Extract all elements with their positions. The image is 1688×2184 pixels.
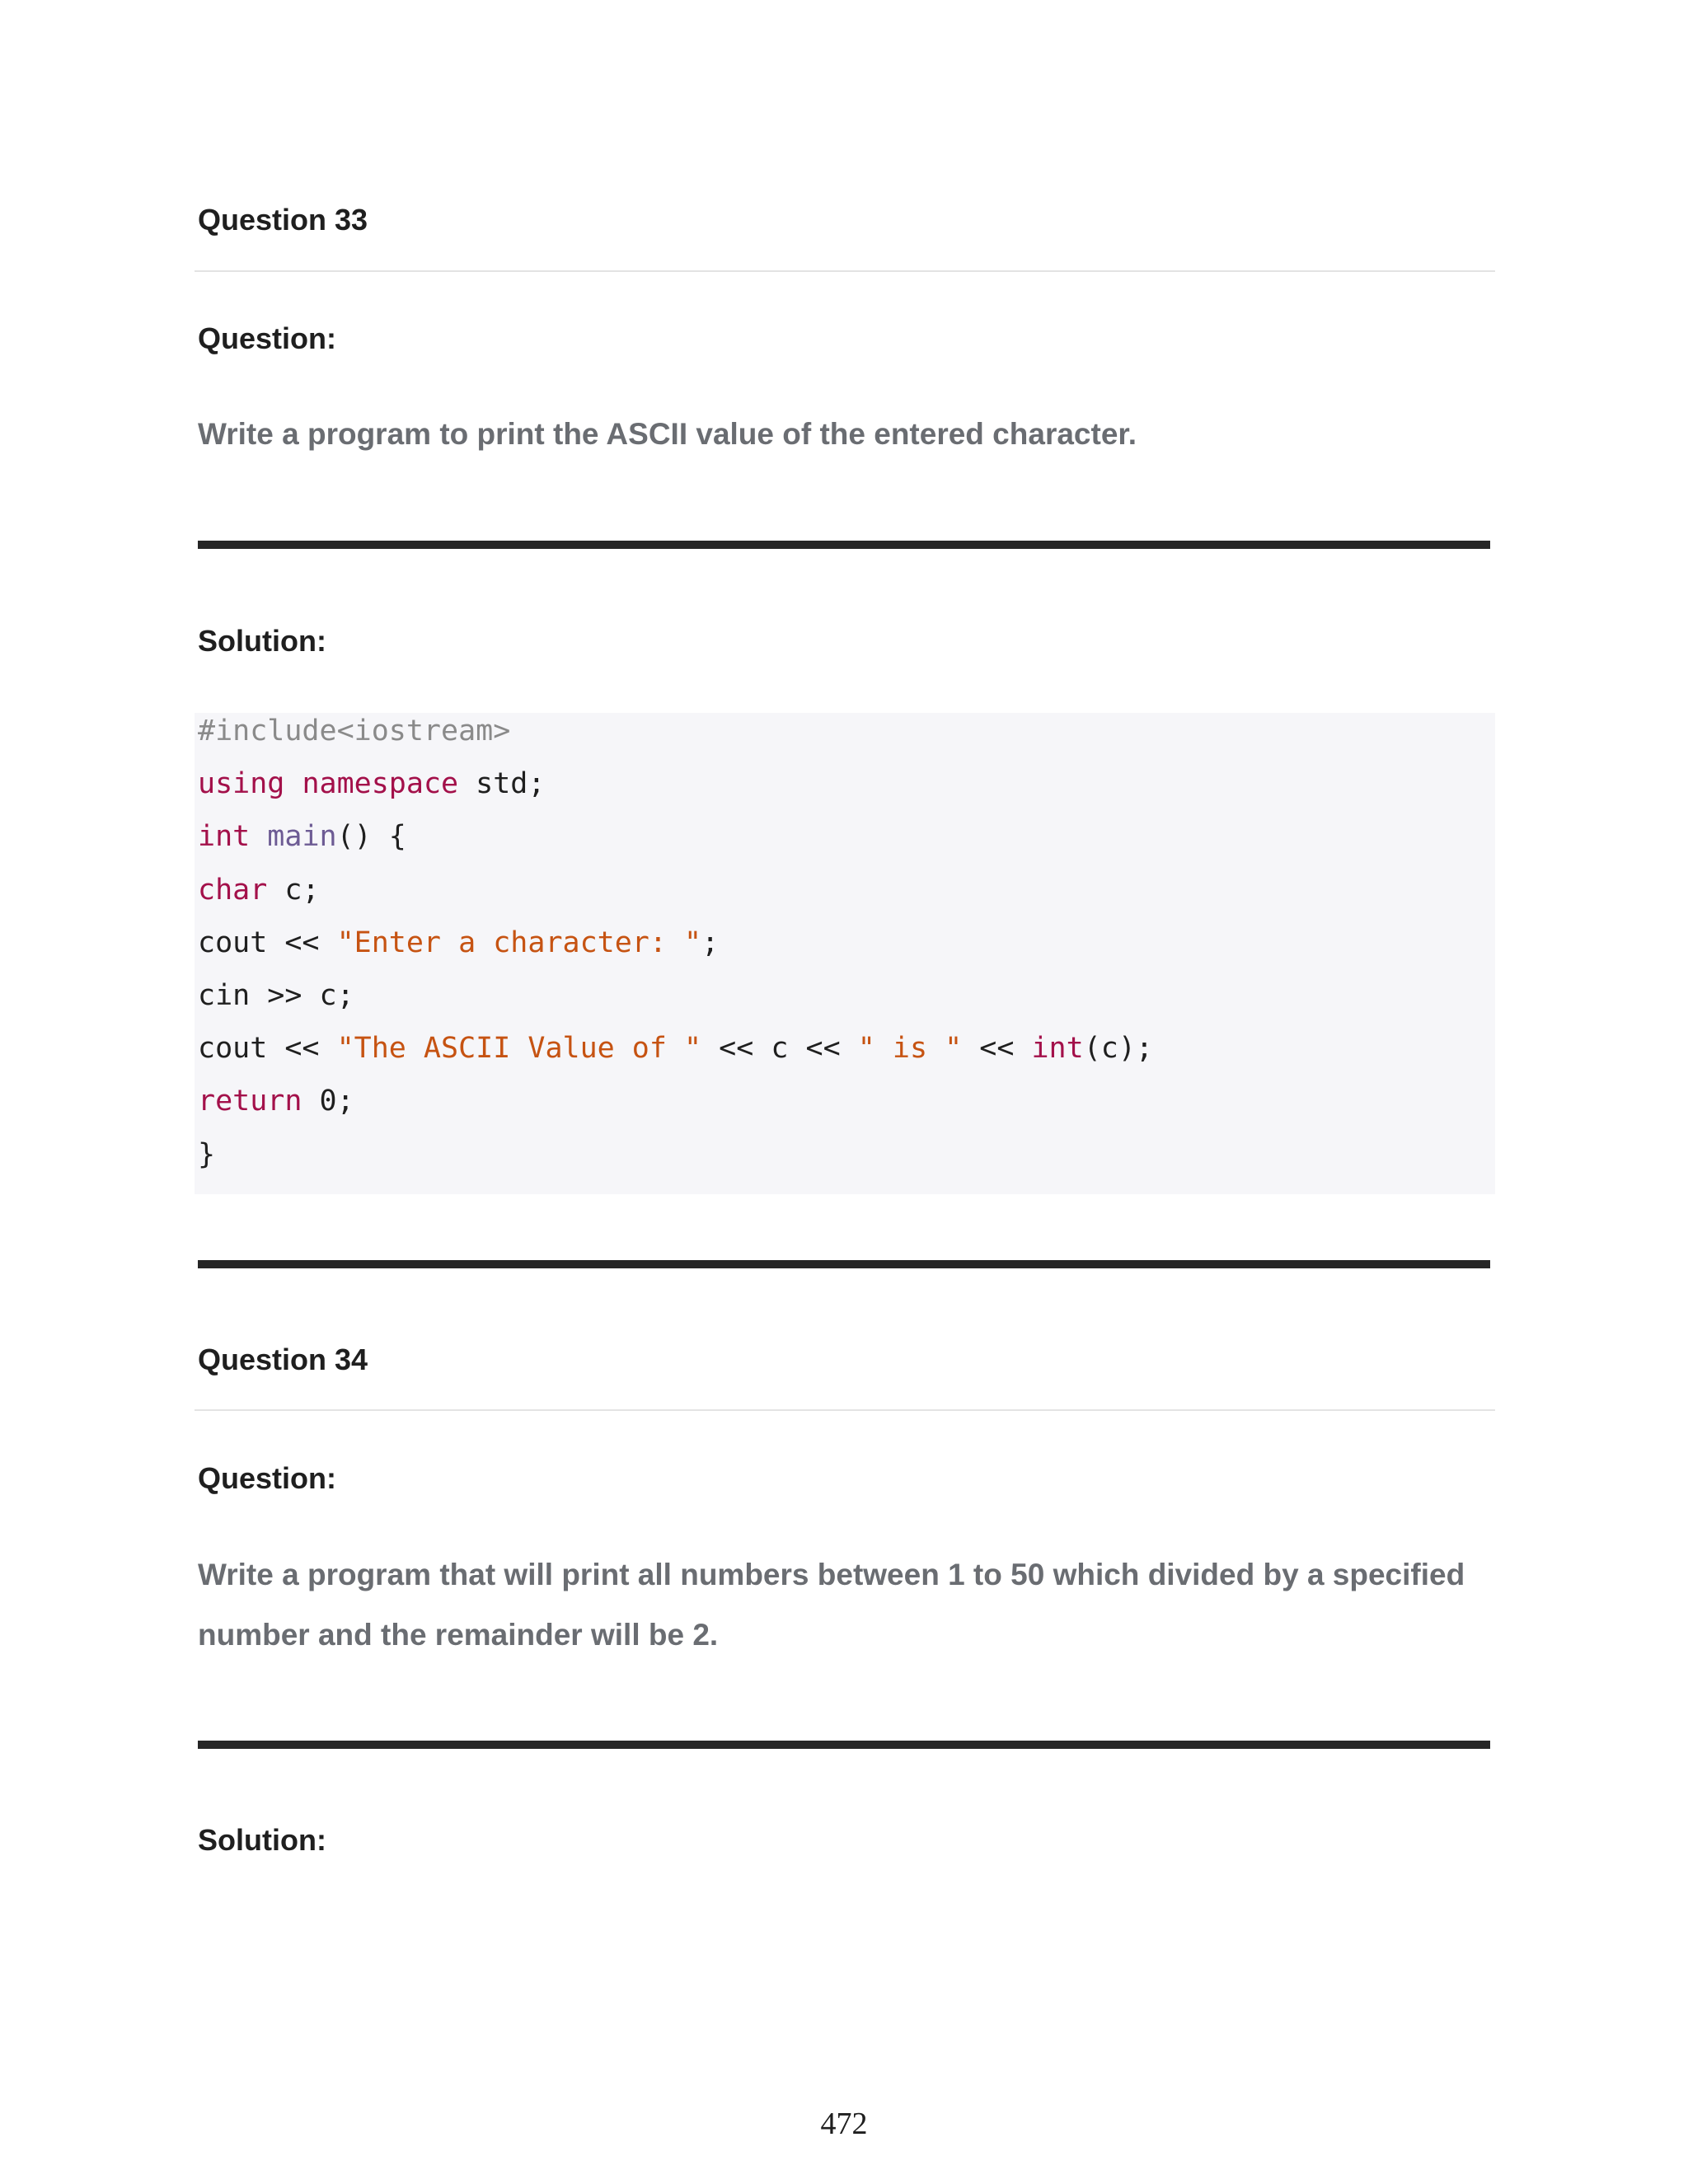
title-divider <box>195 1409 1495 1411</box>
code-token: "The ASCII Value of " <box>336 1032 702 1065</box>
code-token: namespace <box>302 767 459 800</box>
code-token: << <box>962 1032 1032 1065</box>
code-line-close-brace <box>198 1137 215 1173</box>
code-token: int <box>198 820 251 853</box>
code-token: main <box>267 820 337 853</box>
code-token: () { <box>336 820 406 853</box>
question-33-solution-label: Solution: <box>198 624 326 658</box>
question-34-title: Question 34 <box>198 1343 368 1376</box>
code-line-char <box>198 872 320 908</box>
code-token <box>250 820 267 853</box>
code-token: std; <box>458 767 546 800</box>
code-token: (c); <box>1083 1032 1153 1065</box>
question-34-solution-label: Solution: <box>198 1823 326 1857</box>
code-line-main <box>198 818 406 855</box>
section-divider <box>198 541 1490 549</box>
question-33-label: Question: <box>198 321 336 355</box>
question-34-text-line-1: Write a program that will print all numbers between 1 to 50 which divided by a specified <box>198 1558 1465 1591</box>
page-number: 472 <box>820 2107 868 2141</box>
code-line-cout-ascii <box>198 1030 1153 1066</box>
code-token: cout << <box>198 1032 337 1065</box>
code-token: << c << <box>701 1032 858 1065</box>
code-line-return <box>198 1083 354 1119</box>
code-token: cout << <box>198 926 337 959</box>
code-token: #include<iostream> <box>198 715 511 748</box>
code-block <box>195 713 1495 1194</box>
question-34-label: Question: <box>198 1461 336 1495</box>
code-token: char <box>198 874 268 907</box>
code-line-using <box>198 766 545 802</box>
code-token: "Enter a character: " <box>336 926 702 959</box>
section-divider <box>198 1741 1490 1749</box>
section-divider <box>198 1260 1490 1268</box>
code-token: " is " <box>857 1032 963 1065</box>
code-token: 0; <box>302 1085 354 1118</box>
code-line-include <box>198 713 510 749</box>
code-token: int <box>1031 1032 1084 1065</box>
code-token: using <box>198 767 285 800</box>
code-token: } <box>198 1138 216 1171</box>
code-token: cin >> c; <box>198 979 354 1012</box>
code-token: c; <box>267 874 320 907</box>
title-divider <box>195 270 1495 272</box>
code-line-cin <box>198 977 354 1014</box>
question-33-title: Question 33 <box>198 203 368 237</box>
code-token: return <box>198 1085 302 1118</box>
question-33-text: Write a program to print the ASCII value of the entered character. <box>198 417 1137 451</box>
code-token <box>284 767 302 800</box>
question-34-text-line-2: number and the remainder will be 2. <box>198 1618 719 1652</box>
code-token: ; <box>701 926 720 959</box>
code-line-cout-prompt <box>198 925 719 961</box>
